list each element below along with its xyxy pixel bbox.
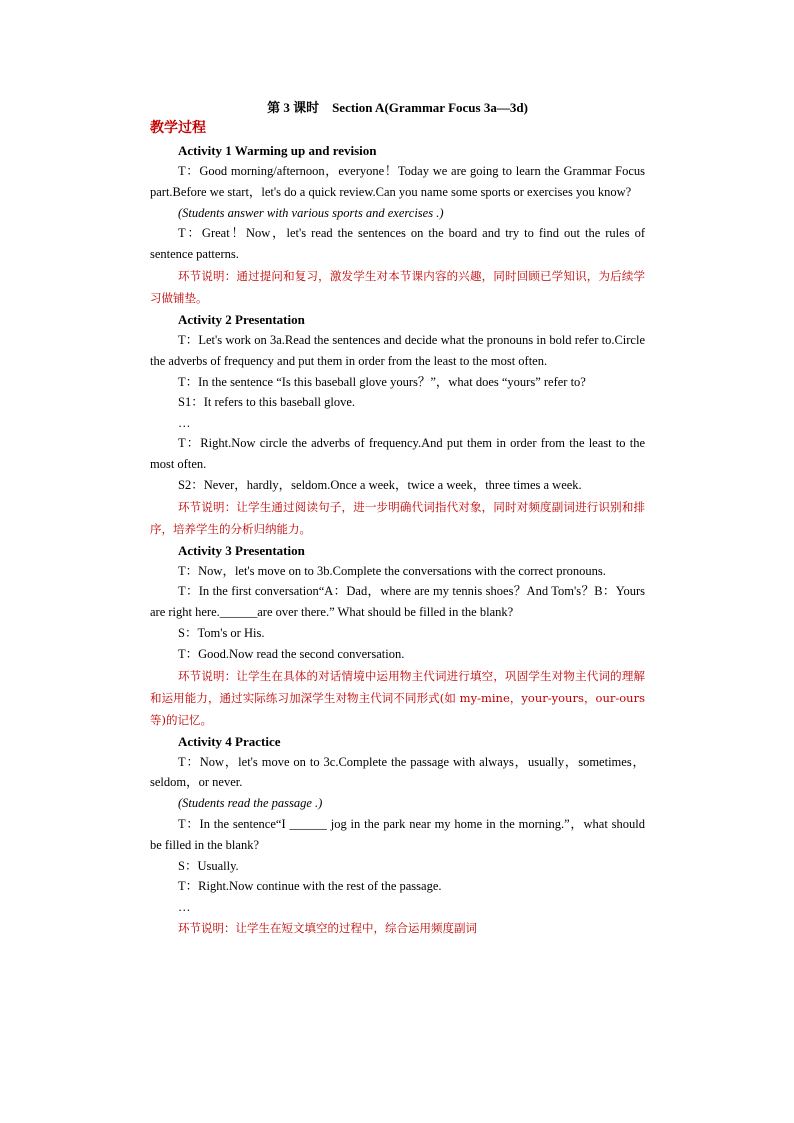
activity-3-note: 环节说明：让学生在具体的对话情境中运用物主代词进行填空，巩固学生对物主代词的理解和运用能力，通过实际练习加深学生对物主代词不同形式(如 my-mine，your-yours，our-ours 等)的记忆。: [150, 668, 645, 727]
activity-3-para-3: S：Tom's or His.: [178, 625, 265, 640]
activity-4-para-2: (Students read the passage .): [178, 796, 323, 811]
activity-4-para-5: T：Right.Now continue with the rest of the passage.: [178, 879, 442, 894]
activity-1-para-2: (Students answer with various sports and exercises .): [178, 205, 444, 220]
activity-3-heading: Activity 3 Presentation: [178, 542, 305, 558]
activity-2-note: 环节说明：让学生通过阅读句子，进一步明确代词指代对象，同时对频度副词进行识别和排序，培养学生的分析归纳能力。: [150, 499, 645, 536]
activity-1-para-3: T：Great！Now，let's read the sentences on the board and try to find out the rules of sentence patterns.: [150, 226, 645, 262]
lesson-title: 第 3 课时 Section A(Grammar Focus 3a—3d): [267, 100, 528, 115]
activity-1-para-1: T：Good morning/afternoon，everyone！Today we are going to learn the Grammar Focus part.Before we start，let's do a quick review.Can you name some sports or exercises you know?: [150, 164, 645, 199]
activity-2-para-6: S2：Never，hardly，seldom.Once a week，twice a week，three times a week.: [178, 477, 582, 492]
activity-2-para-1: T：Let's work on 3a.Read the sentences and decide what the pronouns in bold refer to.Circle the adverbs of frequency and put them in order from the least to the most often.: [150, 332, 645, 368]
activity-1-note: 环节说明：通过提问和复习，激发学生对本节课内容的兴趣，同时回顾已学知识，为后续学习做铺垫。: [150, 268, 645, 305]
section-label: 教学过程: [150, 121, 206, 136]
activity-4-ellipsis: …: [178, 900, 191, 915]
activity-3-para-2: T：In the first conversation“A：Dad，where are my tennis shoes？And Tom's？B：Yours are right here.______are over there.” What should be filled in the blank?: [150, 584, 645, 620]
activity-2-para-2: T：In the sentence “Is this baseball glove yours？”，what does “yours” refer to?: [178, 374, 586, 389]
activity-2-ellipsis: …: [178, 416, 191, 431]
activity-2-para-5: T：Right.Now circle the adverbs of frequency.And put them in order from the least to the most often.: [150, 436, 645, 471]
activity-2-para-3: S1：It refers to this baseball glove.: [178, 395, 356, 410]
document-page: [150, 98, 645, 939]
activity-4-heading: Activity 4 Practice: [178, 733, 281, 749]
activity-3-para-4: T：Good.Now read the second conversation.: [178, 646, 405, 661]
activity-4-para-4: S：Usually.: [178, 858, 239, 873]
activity-1-heading: Activity 1 Warming up and revision: [178, 143, 377, 158]
activity-3-para-1: T：Now，let's move on to 3b.Complete the conversations with the correct pronouns.: [178, 563, 606, 578]
activity-2-heading: Activity 2 Presentation: [178, 311, 305, 327]
activity-4-note: 环节说明：让学生在短文填空的过程中，综合运用频度副词: [178, 921, 477, 936]
activity-4-para-3: T：In the sentence“I ______ jog in the park near my home in the morning.”，what should be filled in the blank?: [150, 816, 645, 852]
activity-4-para-1: T：Now，let's move on to 3c.Complete the passage with always，usually，sometimes，seldom，or never.: [150, 754, 645, 790]
